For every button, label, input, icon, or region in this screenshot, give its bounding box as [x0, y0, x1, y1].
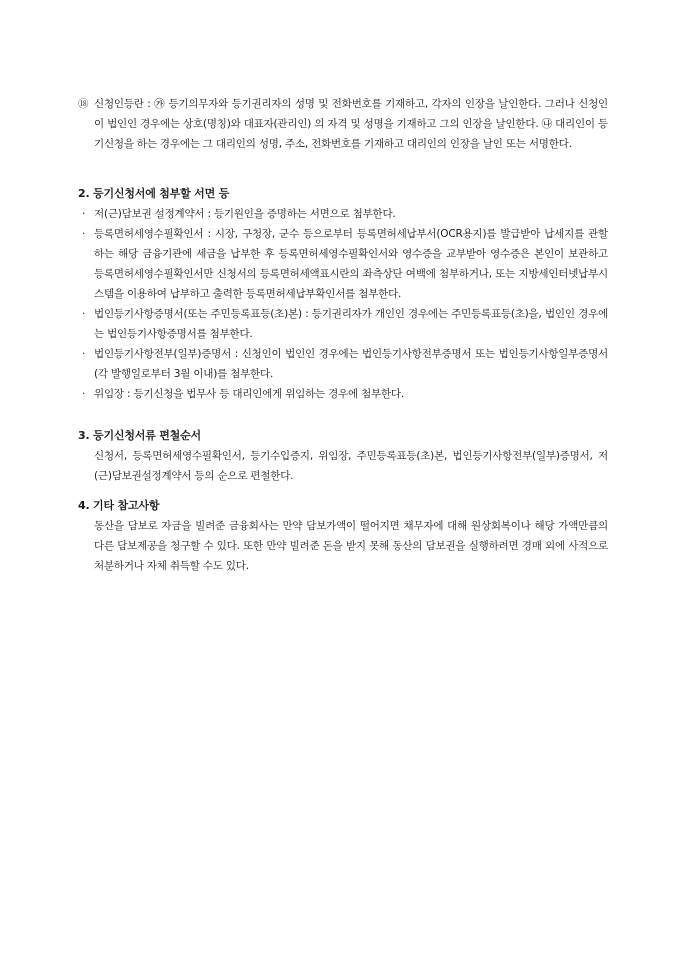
section-heading: 2. 등기신청서에 첨부할 서면 등 [78, 187, 230, 200]
applicant-item-text: 신청인등란 : ㉮ 등기의무자와 등기권리자의 성명 및 전화번호를 기재하고, 각자의 인장을 날인한다. 그러나 신청인이 법인인 경우에는 상호(명칭)와 대표자(관리인) 의 자격 및 성명을 기재하고 그의 인장을 날인한다. ㉯ 대리인이 등기신청을 하는 경우에는 그 대리인의 성명, 주소, 전화번호를 기재하고 대리인의 인장을 날인 또는 서명한다. [94, 98, 608, 150]
section-attachments [78, 184, 608, 404]
list-item [78, 204, 608, 224]
item-number-marker: ⑱ [78, 98, 89, 110]
attachment-list [78, 204, 608, 404]
section-heading: 3. 등기신청서류 편철순서 [78, 429, 201, 442]
applicant-item [78, 94, 608, 154]
bullet-marker: · [82, 308, 86, 320]
list-item [78, 304, 608, 344]
bullet-marker: · [82, 348, 86, 360]
list-item-text: 법인등기사항증명서(또는 주민등록표등(초)본) : 등기권리자가 개인인 경우에는 주민등록표등(초)을, 법인인 경우에는 법인등기사항증명서를 첨부한다. [94, 308, 608, 340]
section-body-text: 동산을 담보로 자금을 빌려준 금융회사는 만약 담보가액이 떨어지면 채무자에 대해 원상회복이나 해당 가액만큼의 다른 담보제공을 청구할 수 있다. 또한 만약 빌려준 돈을 받지 못해 동산의 담보권을 실행하려면 경매 외에 사적으로 처분하거나 자체 취득할 수도 있다. [94, 520, 608, 572]
bullet-marker: · [82, 388, 86, 400]
list-item-text: 저(근)담보권 설정계약서 : 등기원인을 증명하는 서면으로 첨부한다. [94, 208, 396, 220]
list-item [78, 384, 608, 404]
section-filing-order [78, 426, 608, 486]
bullet-marker: · [82, 228, 86, 240]
list-item [78, 344, 608, 384]
list-item-text: 위임장 : 등기신청을 법무사 등 대리인에게 위임하는 경우에 첨부한다. [94, 388, 404, 400]
section-heading: 4. 기타 참고사항 [78, 499, 160, 512]
bullet-marker: · [82, 208, 86, 220]
list-item [78, 224, 608, 304]
list-item-text: 법인등기사항전부(일부)증명서 : 신청인이 법인인 경우에는 법인등기사항전부증명서 또는 법인등기사항일부증명서(각 발행일로부터 3월 이내)를 첨부한다. [94, 348, 608, 380]
list-item-text: 등록면허세영수필확인서 : 시장, 구청장, 군수 등으로부터 등록면허세납부서(OCR용지)를 발급받아 납세지를 관할하는 해당 금융기관에 세금을 납부한 후 등록면허세영수필확인서와 영수증을 교부받아 영수증은 본인이 보관하고 등록면허세영수필확인서만 신청서의 등록면허세액표시란의 좌측상단 여백에 첨부하거나, 또는 지방세인터넷납부시스템을 이용하여 납부하고 출력한 등록면허세납부확인서를 첨부한다. [94, 228, 608, 300]
section-other-notes [78, 496, 608, 576]
section-body-text: 신청서, 등록면허세영수필확인서, 등기수입증지, 위임장, 주민등록표등(초)본, 법인등기사항전부(일부)증명서, 저(근)담보권설정계약서 등의 순으로 편철한다. [94, 450, 608, 482]
